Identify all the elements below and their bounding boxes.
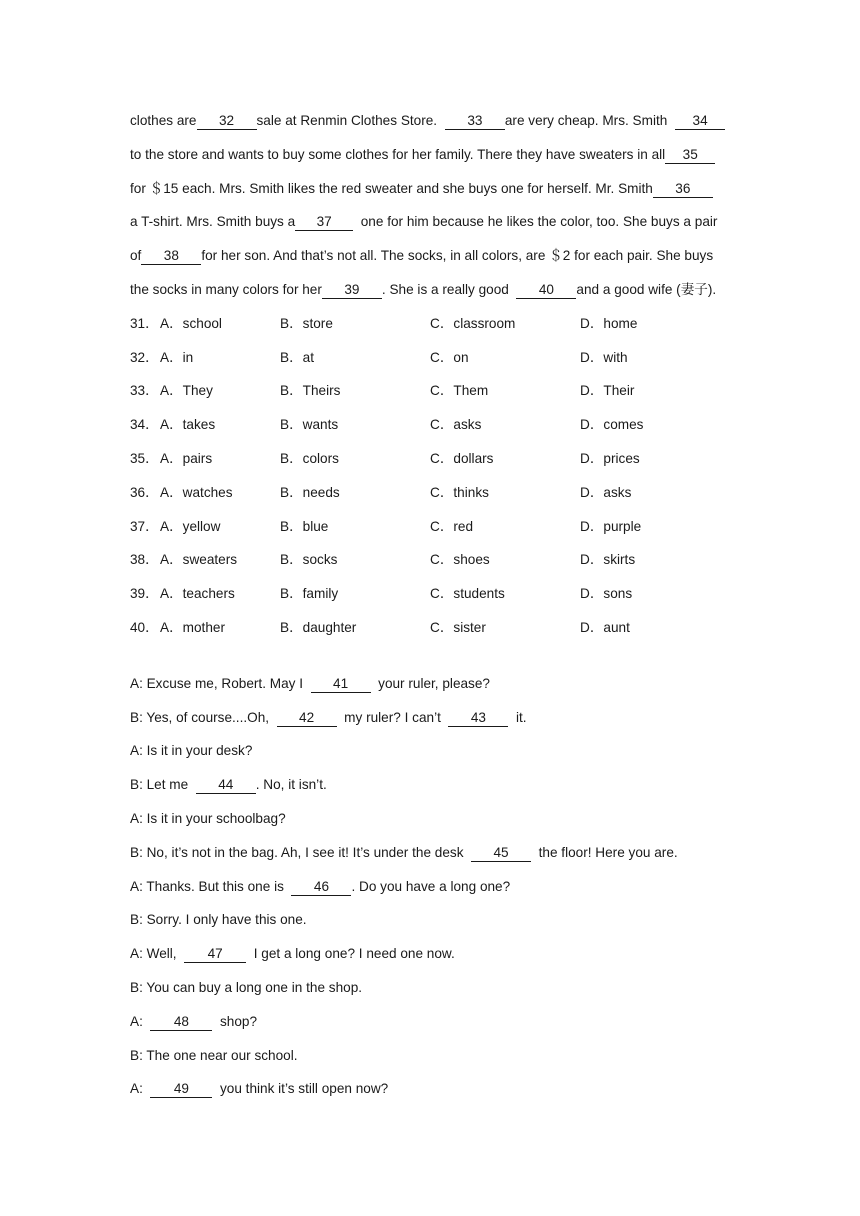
dialogue-text: it. — [516, 709, 527, 725]
option-c: C．shoes — [430, 552, 490, 568]
passage-text: are very cheap. Mrs. Smith — [504, 113, 668, 128]
question-row — [130, 577, 730, 611]
answer-blank: 32 — [197, 113, 257, 130]
option-a: A．teachers — [160, 586, 235, 602]
passage-line — [130, 172, 730, 206]
passage-text: a T-shirt. Mrs. Smith buys a — [130, 214, 296, 230]
option-b: B．store — [280, 315, 333, 331]
answer-blank: 45 — [471, 845, 531, 862]
option-a: A．sweaters — [160, 552, 238, 568]
dialogue-text: . No, it isn’t. — [255, 777, 327, 793]
passage-text: for her son. And that’s not all. The socks, in all colors, are ＄2 for each pair. She buys — [201, 248, 714, 264]
answer-blank: 40 — [516, 282, 576, 299]
option-d: D．Their — [580, 383, 635, 399]
dialogue-text: you think it’s still open now? — [219, 1081, 389, 1097]
dialogue-text: I get a long one? I need one now. — [253, 946, 455, 962]
option-a: A．yellow — [160, 518, 221, 534]
question-row — [130, 408, 730, 442]
dialogue-text: A: Thanks. But this one is — [130, 878, 284, 894]
dialogue-text: shop? — [219, 1013, 258, 1029]
option-c: C．sister — [430, 619, 486, 635]
option-a: A．pairs — [160, 450, 213, 466]
option-a: A．takes — [160, 417, 216, 433]
option-a: A．They — [160, 383, 213, 399]
answer-blank: 34 — [675, 113, 725, 130]
question-number: 35． — [130, 450, 159, 466]
dialogue-text: B: The one near our school. — [130, 1047, 298, 1063]
dialogue-text: B: Let me — [130, 777, 189, 793]
option-c: C．red — [430, 518, 474, 534]
dialogue-text: the floor! Here you are. — [538, 844, 678, 860]
option-d: D．sons — [580, 586, 633, 602]
option-b: B．at — [280, 349, 314, 365]
passage-text: of — [130, 248, 142, 264]
answer-blank: 44 — [196, 777, 256, 794]
passage-text: sale at Renmin Clothes Store. — [256, 113, 438, 128]
question-number: 40． — [130, 619, 159, 635]
answer-blank: 38 — [141, 248, 201, 265]
answer-blank: 43 — [448, 710, 508, 727]
dialogue-text: B: No, it’s not in the bag. Ah, I see it! It’s under the desk — [130, 844, 464, 860]
question-number: 34． — [130, 417, 159, 433]
dialogue-section — [130, 667, 730, 1106]
option-d: D．prices — [580, 450, 640, 466]
answer-blank: 33 — [445, 113, 505, 130]
answer-blank: 37 — [295, 214, 353, 231]
passage-line — [130, 273, 730, 307]
dialogue-line — [130, 836, 730, 870]
dialogue-line — [130, 802, 730, 836]
question-row — [130, 374, 730, 408]
option-b: B．blue — [280, 518, 329, 534]
passage-text: and a good wife ( — [576, 281, 681, 297]
dialogue-line — [130, 768, 730, 802]
dialogue-line — [130, 1072, 730, 1106]
dialogue-line — [130, 1039, 730, 1073]
dialogue-text: A: Is it in your desk? — [130, 743, 253, 759]
dialogue-text: . Do you have a long one? — [351, 878, 511, 894]
section-gap — [130, 645, 730, 667]
option-b: B．colors — [280, 450, 339, 466]
answer-blank: 46 — [291, 879, 351, 896]
dialogue-text: A: Excuse me, Robert. May I — [130, 675, 304, 691]
dialogue-line — [130, 937, 730, 971]
option-d: D．home — [580, 315, 638, 331]
dialogue-text: B: Yes, of course....Oh, — [130, 709, 270, 725]
option-b: B．needs — [280, 484, 340, 500]
dialogue-text: my ruler? I can’t — [344, 709, 441, 725]
dialogue-line — [130, 903, 730, 937]
passage-text: one for him because he likes the color, too. She buys a pair — [360, 214, 718, 230]
document-page — [130, 104, 730, 1106]
question-list — [130, 307, 730, 645]
dialogue-text: A: Is it in your schoolbag? — [130, 810, 286, 826]
question-number: 36． — [130, 484, 159, 500]
option-c: C．classroom — [430, 315, 516, 331]
passage-line — [130, 138, 730, 172]
cloze-passage — [130, 104, 730, 307]
question-row — [130, 307, 730, 341]
option-d: D．aunt — [580, 619, 630, 635]
answer-blank: 49 — [150, 1081, 212, 1098]
option-a: A．school — [160, 315, 222, 331]
passage-text: clothes are — [130, 113, 197, 128]
answer-blank: 42 — [277, 710, 337, 727]
option-a: A．in — [160, 349, 194, 365]
question-row — [130, 442, 730, 476]
answer-blank: 47 — [184, 946, 246, 963]
question-number: 39． — [130, 586, 159, 602]
option-c: C．thinks — [430, 484, 489, 500]
question-number: 33． — [130, 383, 159, 399]
passage-text: the socks in many colors for her — [130, 281, 322, 297]
dialogue-line — [130, 701, 730, 735]
passage-text: . She is a really good — [381, 281, 509, 297]
question-row — [130, 543, 730, 577]
option-c: C．asks — [430, 417, 482, 433]
option-d: D．comes — [580, 417, 644, 433]
passage-line — [130, 205, 730, 239]
chinese-gloss: 妻子 — [680, 281, 708, 298]
passage-text: ). — [707, 281, 717, 297]
question-number: 37． — [130, 518, 159, 534]
dialogue-line — [130, 734, 730, 768]
question-number: 31． — [130, 315, 159, 331]
dialogue-text: B: Sorry. I only have this one. — [130, 912, 307, 928]
dialogue-line — [130, 971, 730, 1005]
dialogue-text: your ruler, please? — [378, 675, 490, 691]
option-c: C．dollars — [430, 450, 494, 466]
passage-line — [130, 104, 730, 138]
passage-text: for ＄15 each. Mrs. Smith likes the red sweater and she buys one for herself. Mr. Smith — [130, 180, 653, 196]
answer-blank: 36 — [653, 181, 713, 198]
dialogue-line — [130, 667, 730, 701]
option-b: B．Theirs — [280, 383, 341, 399]
question-row — [130, 341, 730, 375]
option-d: D．with — [580, 349, 628, 365]
option-b: B．family — [280, 586, 339, 602]
option-a: A．watches — [160, 484, 233, 500]
dialogue-text: A: — [130, 1013, 143, 1029]
option-b: B．daughter — [280, 619, 357, 635]
option-c: C．students — [430, 586, 505, 602]
answer-blank: 48 — [150, 1014, 212, 1031]
question-row — [130, 611, 730, 645]
dialogue-line — [130, 870, 730, 904]
option-b: B．wants — [280, 417, 339, 433]
answer-blank: 41 — [311, 676, 371, 693]
option-d: D．asks — [580, 484, 632, 500]
question-number: 32． — [130, 349, 159, 365]
dialogue-text: A: — [130, 1081, 143, 1097]
passage-line — [130, 239, 730, 273]
answer-blank: 39 — [322, 282, 382, 299]
option-d: D．skirts — [580, 552, 636, 568]
dialogue-text: A: Well, — [130, 946, 177, 962]
option-d: D．purple — [580, 518, 642, 534]
option-c: C．on — [430, 349, 469, 365]
question-number: 38． — [130, 552, 159, 568]
question-row — [130, 510, 730, 544]
answer-blank: 35 — [665, 147, 715, 164]
option-b: B．socks — [280, 552, 338, 568]
passage-text: to the store and wants to buy some clothes for her family. There they have sweaters in all — [130, 146, 666, 162]
question-row — [130, 476, 730, 510]
option-c: C．Them — [430, 383, 489, 399]
dialogue-text: B: You can buy a long one in the shop. — [130, 979, 363, 995]
option-a: A．mother — [160, 619, 225, 635]
dialogue-line — [130, 1005, 730, 1039]
